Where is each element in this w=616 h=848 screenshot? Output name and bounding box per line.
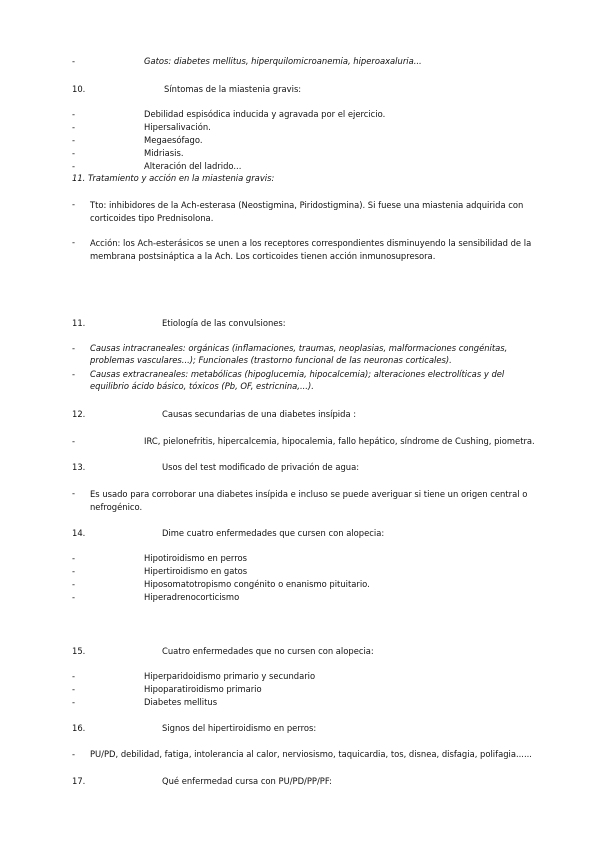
list-item: Hipoparatiroidismo primario: [144, 684, 262, 694]
paragraph: Es usado para corroborar una diabetes insípida e incluso se puede averiguar si tiene un origen central o nefrogénico.: [90, 489, 528, 512]
question-number: 11.: [72, 318, 86, 328]
list-item: IRC, pielonefritis, hipercalcemia, hipocalemia, fallo hepático, síndrome de Cushing, piometra.: [144, 436, 535, 446]
list-item: Megaesófago.: [144, 135, 203, 145]
list-item: Alteración del ladrido...: [144, 161, 242, 171]
list-item: Hipotiroidismo en perros: [144, 553, 247, 563]
question-title: Causas secundarias de una diabetes insípida :: [162, 409, 357, 419]
question-number: 17.: [72, 776, 86, 786]
question-number: 12.: [72, 409, 86, 419]
bullet: -: [72, 122, 76, 132]
bullet: -: [72, 436, 76, 446]
bullet: -: [72, 148, 76, 158]
question-title: Síntomas de la miastenia gravis:: [164, 84, 302, 94]
list-item: Hiperparidoidismo primario y secundario: [144, 671, 316, 681]
question-number: 16.: [72, 723, 86, 733]
question-number: 13.: [72, 462, 86, 472]
bullet: -: [72, 135, 76, 145]
bullet: -: [72, 566, 76, 576]
bullet: -: [72, 749, 76, 759]
bullet: -: [72, 697, 76, 707]
question-number: 15.: [72, 646, 86, 656]
question-number: 10.: [72, 84, 86, 94]
bullet: -: [72, 684, 76, 694]
paragraph-tto: Tto: inhibidores de la Ach-esterasa (Neostigmina, Piridostigmina). Si fuese una miastenia adquirida con corticoides tipo Prednisolona.: [90, 200, 524, 223]
bullet: -: [72, 488, 76, 498]
bullet: -: [72, 109, 76, 119]
list-item: Midriasis.: [144, 148, 184, 158]
paragraph-accion: Acción: los Ach-esterásicos se unen a los receptores correspondientes disminuyendo la sensibilidad de la membrana postsináptica a la Ach. Los corticoides tienen acción inmunosupresora.: [90, 238, 532, 261]
bullet: -: [72, 579, 76, 589]
question-title: Cuatro enfermedades que no cursen con alopecia:: [162, 646, 374, 656]
paragraph-causas-extra: Causas extracraneales: metabólicas (hipoglucemia, hipocalcemia); alteraciones electrolíticas y del equilibrio ácido básico, tóxicos (Pb, OF, estricnina,...).: [90, 369, 505, 391]
list-item: Diabetes mellitus: [144, 697, 218, 707]
list-item: Hiperadrenocorticismo: [144, 592, 240, 602]
bullet: -: [72, 237, 76, 247]
question-title: Qué enfermedad cursa con PU/PD/PP/PF:: [162, 776, 332, 786]
bullet: -: [72, 199, 76, 209]
list-item: Hipertiroidismo en gatos: [144, 566, 248, 576]
list-item: PU/PD, debilidad, fatiga, intolerancia al calor, nerviosismo, taquicardia, tos, disnea, disfagia, polifagia......: [90, 749, 532, 759]
bullet: -: [72, 592, 76, 602]
list-item: Hipersalivación.: [144, 122, 211, 132]
list-item: Debilidad espisódica inducida y agravada por el ejercicio.: [144, 109, 386, 119]
paragraph-causas-intra: Causas intracraneales: orgánicas (inflamaciones, traumas, neoplasias, malformaciones congénitas, problemas vasculares...); Funcionales (trastorno funcional de las neuronas corticales).: [90, 343, 508, 365]
bullet: -: [72, 56, 76, 66]
bullet: -: [72, 553, 76, 563]
question-title: Etiología de las convulsiones:: [162, 318, 286, 328]
question-title: Dime cuatro enfermedades que cursen con alopecia:: [162, 528, 385, 538]
list-item: Gatos: diabetes mellitus, hiperquilomicroanemia, hiperoaxaluria...: [144, 56, 422, 66]
list-item: Hiposomatotropismo congénito o enanismo pituitario.: [144, 579, 370, 589]
question-number: 14.: [72, 528, 86, 538]
question-title: Usos del test modificado de privación de agua:: [162, 462, 360, 472]
bullet: -: [72, 671, 76, 681]
question-title: Signos del hipertiroidismo en perros:: [162, 723, 317, 733]
bullet: -: [72, 161, 76, 171]
bullet: -: [72, 343, 76, 353]
bullet: -: [72, 369, 76, 379]
question-title: 11. Tratamiento y acción en la miastenia gravis:: [72, 173, 275, 183]
